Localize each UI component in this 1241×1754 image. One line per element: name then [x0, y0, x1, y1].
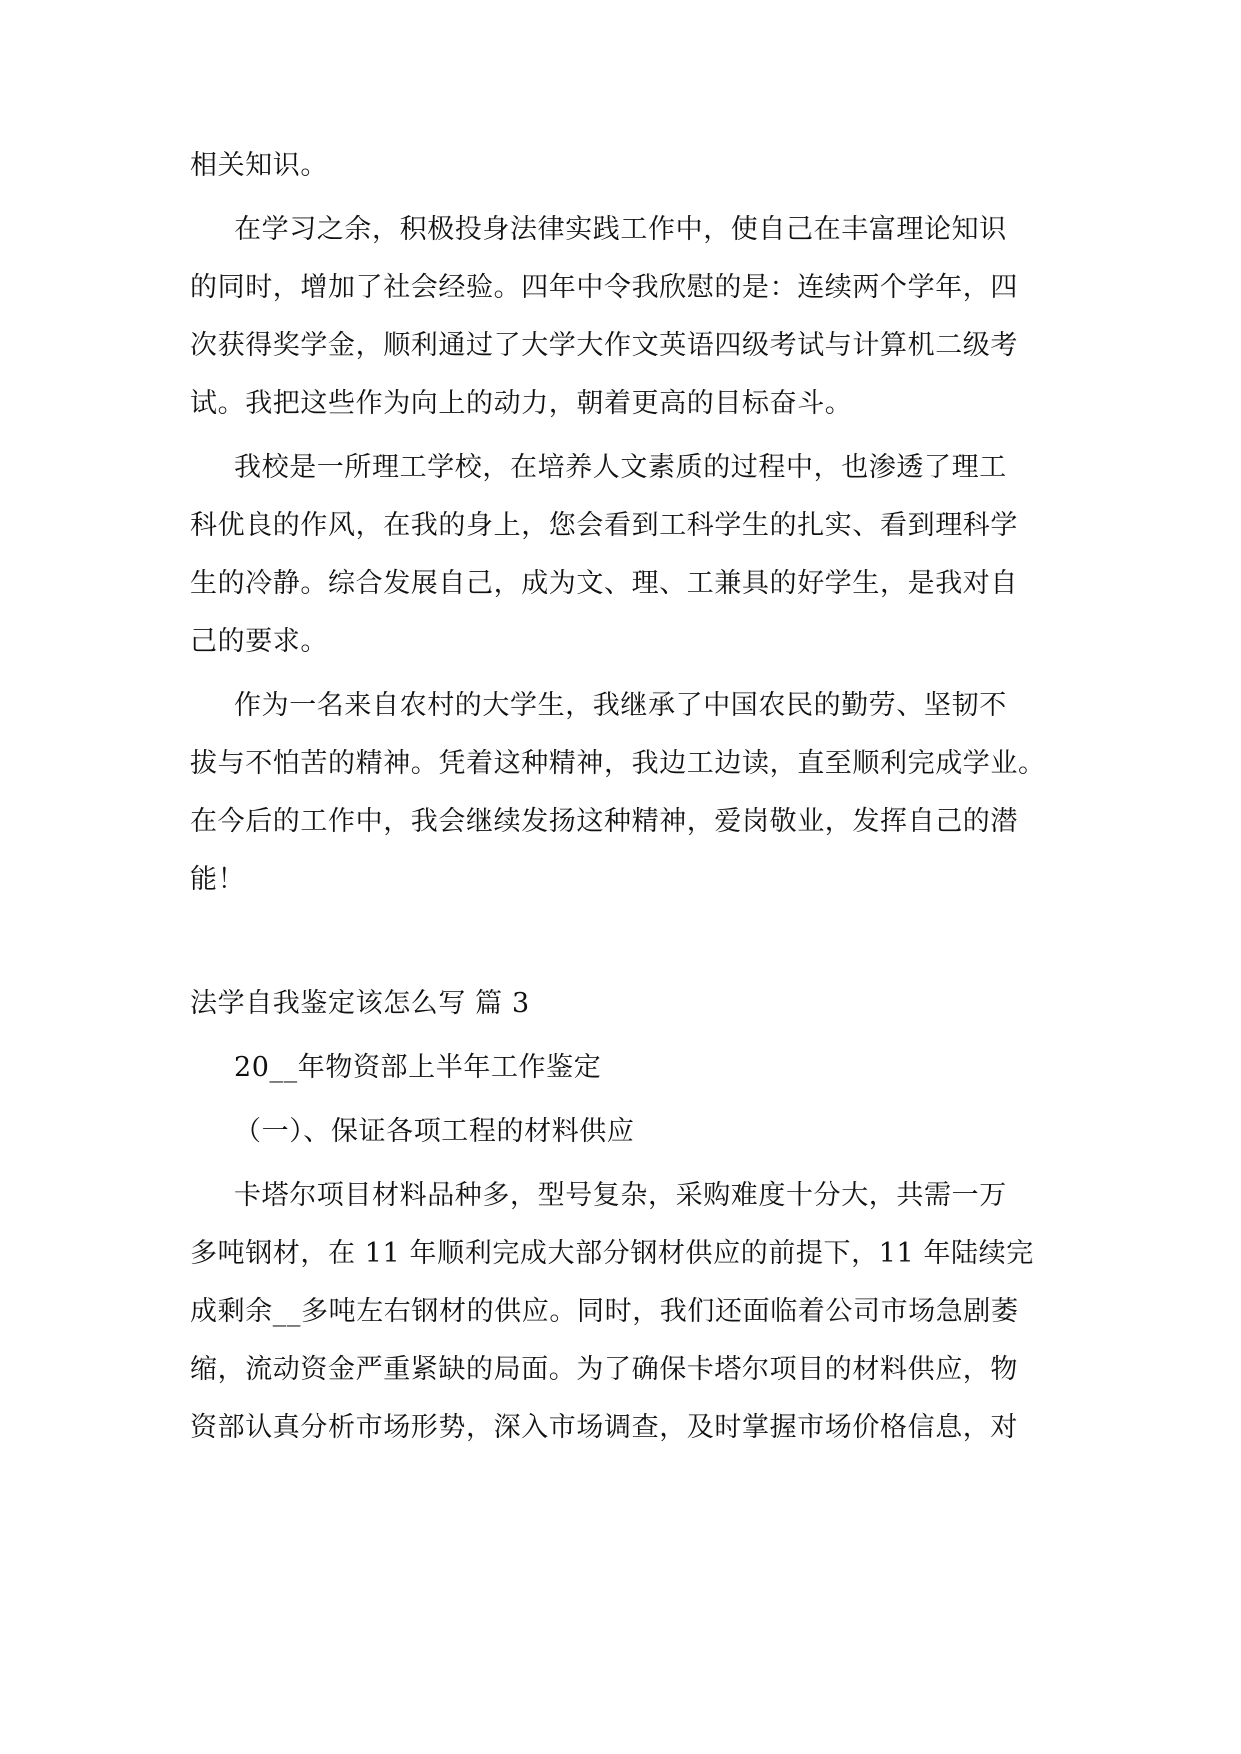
text-line: 我校是一所理工学校，在培养人文素质的过程中，也渗透了理工: [234, 452, 1007, 483]
text-line: 资部认真分析市场形势，深入市场调查，及时掌握市场价格信息，对: [190, 1412, 1018, 1443]
text-line: 在学习之余，积极投身法律实践工作中，使自己在丰富理论知识: [234, 214, 1007, 245]
paragraph: [190, 137, 1062, 195]
text-line: 缩，流动资金严重紧缺的局面。为了确保卡塔尔项目的材料供应，物: [190, 1354, 1018, 1385]
paragraph: [190, 439, 1062, 671]
paragraph: [190, 1039, 1062, 1097]
text-line: 拔与不怕苦的精神。凭着这种精神，我边工边读，直至顺利完成学业。: [190, 748, 1046, 779]
text-line: 在今后的工作中，我会继续发扬这种精神，爱岗敬业，发挥自己的潜: [190, 806, 1018, 837]
text-line: 作为一名来自农村的大学生，我继承了中国农民的勤劳、坚韧不: [234, 690, 1007, 721]
paragraph: [190, 677, 1062, 909]
document-body: [190, 137, 1062, 1457]
text-line: 生的冷静。综合发展自己，成为文、理、工兼具的好学生，是我对自: [190, 568, 1018, 599]
text-line: 能！: [190, 864, 246, 895]
text-line: 的同时，增加了社会经验。四年中令我欣慰的是：连续两个学年，四: [190, 272, 1018, 303]
text-line: 多吨钢材，在 11 年顺利完成大部分钢材供应的前提下，11 年陆续完: [190, 1238, 1034, 1269]
text-line: 次获得奖学金，顺利通过了大学大作文英语四级考试与计算机二级考: [190, 330, 1018, 361]
text-line: 成剩余__多吨左右钢材的供应。同时，我们还面临着公司市场急剧萎: [190, 1296, 1019, 1327]
paragraph: [190, 1103, 1062, 1161]
section-title: 法学自我鉴定该怎么写 篇 3: [190, 988, 530, 1019]
text-line: 科优良的作风，在我的身上，您会看到工科学生的扎实、看到理科学: [190, 510, 1018, 541]
text-line: 20__年物资部上半年工作鉴定: [234, 1052, 602, 1083]
text-line: 卡塔尔项目材料品种多，型号复杂，采购难度十分大，共需一万: [234, 1180, 1007, 1211]
paragraph: [190, 1167, 1062, 1457]
text-line: 相关知识。: [190, 150, 328, 181]
text-line: 己的要求。: [190, 626, 328, 657]
text-line: 试。我把这些作为向上的动力，朝着更高的目标奋斗。: [190, 388, 853, 419]
text-line: （一）、保证各项工程的材料供应: [234, 1116, 635, 1147]
paragraph: [190, 201, 1062, 433]
